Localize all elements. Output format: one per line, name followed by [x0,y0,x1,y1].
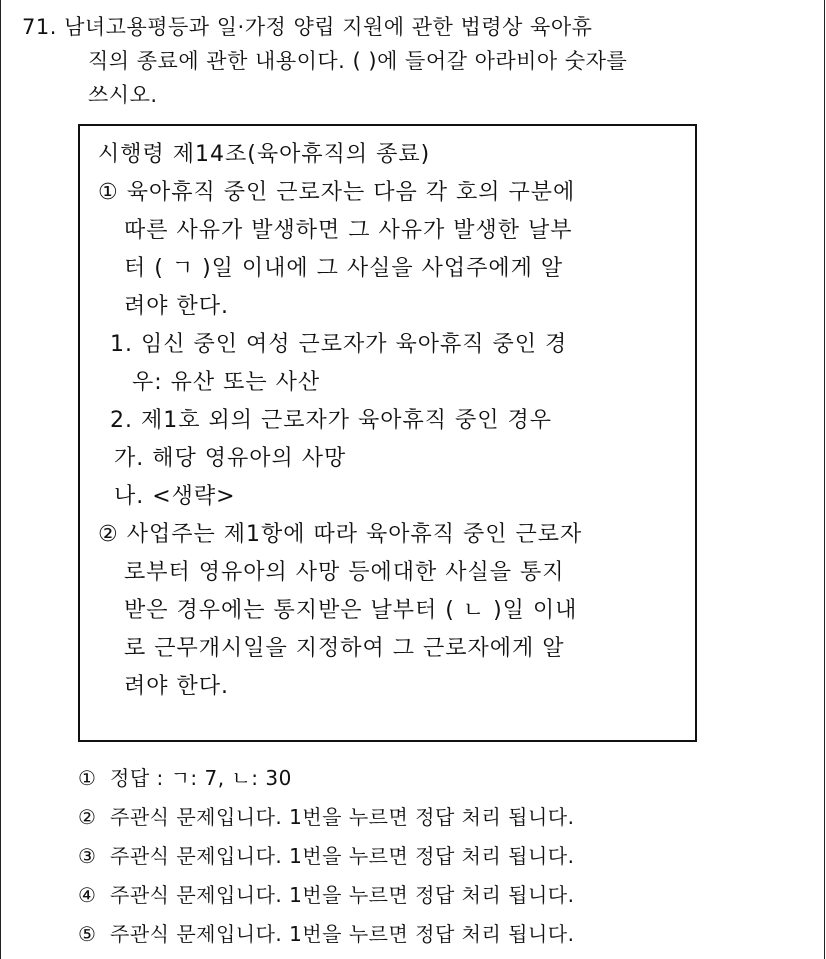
choice-text: 주관식 문제입니다. 1번을 누르면 정답 처리 됩니다. [110,883,575,907]
law-paragraph-2: ② 사업주는 제1항에 따라 육아휴직 중인 근로자 [98,522,583,547]
choice-5[interactable] [78,915,574,954]
choice-marker: ③ [78,844,97,868]
choice-1[interactable] [78,759,574,798]
law-item-2: 2. 제1호 외의 근로자가 육아휴직 중인 경우 [110,408,552,433]
law-paragraph-2-cont: 로 근무개시일을 지정하여 그 근로자에게 알 [124,636,565,661]
question-line-3: 쓰시오. [88,83,158,107]
question-line-2: 직의 종료에 관한 내용이다. ( )에 들어갈 아라비아 숫자를 [88,49,628,73]
answer-choices [78,759,574,954]
choice-text: 주관식 문제입니다. 1번을 누르면 정답 처리 됩니다. [110,805,575,829]
choice-marker: ② [78,805,97,829]
law-title: 시행령 제14조(육아휴직의 종료) [98,142,431,167]
law-subitem-ga: 가. 해당 영유아의 사망 [114,446,347,471]
choice-4[interactable] [78,876,574,915]
law-paragraph-1-cont: 려야 한다. [124,294,229,319]
law-paragraph-2-cont: 받은 경우에는 통지받은 날부터 ( ㄴ )일 이내 [124,598,578,623]
choice-2[interactable] [78,798,574,837]
choice-marker: ④ [78,883,97,907]
law-subitem-na: 나. <생략> [114,484,236,509]
choice-marker: ⑤ [78,922,97,946]
law-paragraph-1-cont: 따른 사유가 발생하면 그 사유가 발생한 날부 [124,218,573,243]
law-paragraph-1: ① 육아휴직 중인 근로자는 다음 각 호의 구분에 [98,180,576,205]
question-stem [22,10,812,112]
law-item-1-cont: 우: 유산 또는 사산 [132,370,321,395]
law-excerpt-box [78,124,697,742]
law-paragraph-2-cont: 려야 한다. [124,674,229,699]
question-line-1 [22,10,812,44]
law-paragraph-1-cont: 터 ( ㄱ )일 이내에 그 사실을 사업주에게 알 [124,256,564,281]
question-number: 71. [22,15,57,39]
law-paragraph-2-cont: 로부터 영유아의 사망 등에대한 사실을 통지 [124,560,565,585]
choice-text: 주관식 문제입니다. 1번을 누르면 정답 처리 됩니다. [110,844,575,868]
choice-text: 정답 : ㄱ: 7, ㄴ: 30 [110,766,292,790]
choice-text: 주관식 문제입니다. 1번을 누르면 정답 처리 됩니다. [110,922,575,946]
question-text-line: 남녀고용평등과 일·가정 양립 지원에 관한 법령상 육아휴 [64,15,593,39]
law-item-1: 1. 임신 중인 여성 근로자가 육아휴직 중인 경 [110,332,568,357]
choice-marker: ① [78,766,97,790]
choice-3[interactable] [78,837,574,876]
